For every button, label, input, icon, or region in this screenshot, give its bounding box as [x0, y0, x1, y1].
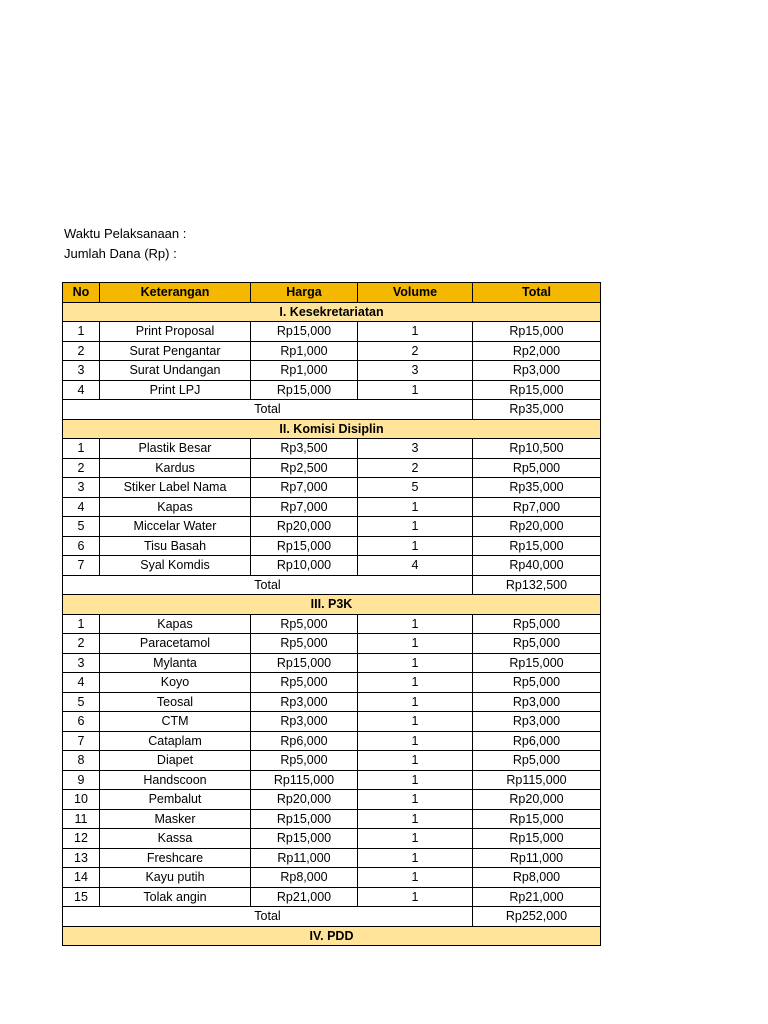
- cell-total: Rp15,000: [473, 380, 601, 400]
- cell-harga: Rp7,000: [251, 478, 358, 498]
- cell-harga: Rp1,000: [251, 361, 358, 381]
- section-total-value: Rp35,000: [473, 400, 601, 420]
- table-row: [63, 770, 601, 790]
- column-header-harga: Harga: [251, 283, 358, 303]
- cell-total: Rp15,000: [473, 653, 601, 673]
- cell-harga: Rp15,000: [251, 809, 358, 829]
- cell-volume: 2: [358, 341, 473, 361]
- cell-no: 7: [63, 731, 100, 751]
- cell-keterangan: Teosal: [100, 692, 251, 712]
- cell-total: Rp20,000: [473, 790, 601, 810]
- cell-keterangan: Kassa: [100, 829, 251, 849]
- cell-total: Rp8,000: [473, 868, 601, 888]
- cell-volume: 1: [358, 790, 473, 810]
- cell-harga: Rp2,500: [251, 458, 358, 478]
- table-row: [63, 868, 601, 888]
- cell-harga: Rp3,000: [251, 692, 358, 712]
- budget-table: [62, 282, 601, 946]
- cell-no: 6: [63, 712, 100, 732]
- cell-no: 7: [63, 556, 100, 576]
- table-row: [63, 634, 601, 654]
- cell-no: 15: [63, 887, 100, 907]
- cell-harga: Rp115,000: [251, 770, 358, 790]
- cell-no: 13: [63, 848, 100, 868]
- table-row: [63, 653, 601, 673]
- table-row: [63, 673, 601, 693]
- cell-volume: 1: [358, 692, 473, 712]
- cell-volume: 1: [358, 614, 473, 634]
- cell-no: 1: [63, 614, 100, 634]
- section-header-row: [63, 926, 601, 946]
- cell-keterangan: Plastik Besar: [100, 439, 251, 459]
- table-row: [63, 848, 601, 868]
- cell-no: 3: [63, 361, 100, 381]
- cell-harga: Rp10,000: [251, 556, 358, 576]
- cell-harga: Rp15,000: [251, 380, 358, 400]
- cell-volume: 1: [358, 712, 473, 732]
- cell-no: 2: [63, 458, 100, 478]
- cell-total: Rp5,000: [473, 751, 601, 771]
- table-row: [63, 614, 601, 634]
- section-total-label: Total: [63, 575, 473, 595]
- cell-keterangan: Syal Komdis: [100, 556, 251, 576]
- cell-keterangan: Tisu Basah: [100, 536, 251, 556]
- cell-total: Rp15,000: [473, 829, 601, 849]
- cell-keterangan: Mylanta: [100, 653, 251, 673]
- cell-volume: 1: [358, 673, 473, 693]
- cell-no: 11: [63, 809, 100, 829]
- cell-volume: 1: [358, 809, 473, 829]
- cell-volume: 1: [358, 770, 473, 790]
- table-row: [63, 556, 601, 576]
- cell-keterangan: Koyo: [100, 673, 251, 693]
- cell-total: Rp40,000: [473, 556, 601, 576]
- cell-keterangan: Stiker Label Nama: [100, 478, 251, 498]
- cell-total: Rp15,000: [473, 809, 601, 829]
- table-row: [63, 536, 601, 556]
- cell-harga: Rp15,000: [251, 536, 358, 556]
- cell-volume: 3: [358, 439, 473, 459]
- cell-keterangan: Print LPJ: [100, 380, 251, 400]
- jumlah-dana-label: Jumlah Dana (Rp) :: [64, 246, 177, 261]
- section-header-row: [63, 595, 601, 615]
- section-header-row: [63, 419, 601, 439]
- cell-volume: 4: [358, 556, 473, 576]
- cell-no: 4: [63, 497, 100, 517]
- cell-total: Rp3,000: [473, 692, 601, 712]
- cell-keterangan: Miccelar Water: [100, 517, 251, 537]
- cell-harga: Rp6,000: [251, 731, 358, 751]
- cell-volume: 3: [358, 361, 473, 381]
- cell-harga: Rp3,000: [251, 712, 358, 732]
- cell-volume: 1: [358, 322, 473, 342]
- cell-harga: Rp15,000: [251, 322, 358, 342]
- column-header-no: No: [63, 283, 100, 303]
- column-header-total: Total: [473, 283, 601, 303]
- table-row: [63, 439, 601, 459]
- cell-harga: Rp20,000: [251, 790, 358, 810]
- cell-total: Rp2,000: [473, 341, 601, 361]
- cell-harga: Rp21,000: [251, 887, 358, 907]
- cell-no: 3: [63, 478, 100, 498]
- cell-volume: 2: [358, 458, 473, 478]
- table-row: [63, 458, 601, 478]
- cell-no: 3: [63, 653, 100, 673]
- cell-no: 14: [63, 868, 100, 888]
- cell-no: 5: [63, 692, 100, 712]
- table-row: [63, 692, 601, 712]
- cell-keterangan: Kapas: [100, 614, 251, 634]
- cell-harga: Rp11,000: [251, 848, 358, 868]
- table-row: [63, 322, 601, 342]
- section-header-row: [63, 302, 601, 322]
- cell-total: Rp115,000: [473, 770, 601, 790]
- cell-no: 1: [63, 439, 100, 459]
- table-row: [63, 478, 601, 498]
- cell-total: Rp3,000: [473, 361, 601, 381]
- cell-no: 5: [63, 517, 100, 537]
- table-row: [63, 497, 601, 517]
- cell-total: Rp35,000: [473, 478, 601, 498]
- cell-no: 12: [63, 829, 100, 849]
- cell-volume: 5: [358, 478, 473, 498]
- cell-harga: Rp5,000: [251, 634, 358, 654]
- section-title: II. Komisi Disiplin: [63, 419, 601, 439]
- cell-no: 6: [63, 536, 100, 556]
- cell-keterangan: CTM: [100, 712, 251, 732]
- cell-volume: 1: [358, 634, 473, 654]
- cell-total: Rp7,000: [473, 497, 601, 517]
- cell-volume: 1: [358, 848, 473, 868]
- cell-harga: Rp7,000: [251, 497, 358, 517]
- cell-harga: Rp5,000: [251, 673, 358, 693]
- waktu-pelaksanaan-label: Waktu Pelaksanaan :: [64, 226, 187, 241]
- cell-keterangan: Pembalut: [100, 790, 251, 810]
- section-total-value: Rp252,000: [473, 907, 601, 927]
- cell-keterangan: Freshcare: [100, 848, 251, 868]
- cell-total: Rp21,000: [473, 887, 601, 907]
- cell-no: 9: [63, 770, 100, 790]
- cell-total: Rp15,000: [473, 322, 601, 342]
- cell-volume: 1: [358, 868, 473, 888]
- table-row: [63, 341, 601, 361]
- cell-no: 1: [63, 322, 100, 342]
- table-row: [63, 829, 601, 849]
- cell-volume: 1: [358, 517, 473, 537]
- table-row: [63, 517, 601, 537]
- cell-no: 4: [63, 673, 100, 693]
- cell-keterangan: Tolak angin: [100, 887, 251, 907]
- section-title: IV. PDD: [63, 926, 601, 946]
- section-total-row: [63, 907, 601, 927]
- section-total-row: [63, 575, 601, 595]
- table-row: [63, 380, 601, 400]
- cell-harga: Rp5,000: [251, 614, 358, 634]
- cell-total: Rp6,000: [473, 731, 601, 751]
- cell-keterangan: Kardus: [100, 458, 251, 478]
- cell-keterangan: Kayu putih: [100, 868, 251, 888]
- cell-harga: Rp1,000: [251, 341, 358, 361]
- cell-total: Rp15,000: [473, 536, 601, 556]
- cell-harga: Rp8,000: [251, 868, 358, 888]
- cell-volume: 1: [358, 536, 473, 556]
- cell-total: Rp5,000: [473, 458, 601, 478]
- cell-keterangan: Kapas: [100, 497, 251, 517]
- column-header-keterangan: Keterangan: [100, 283, 251, 303]
- cell-harga: Rp5,000: [251, 751, 358, 771]
- cell-volume: 1: [358, 829, 473, 849]
- section-title: III. P3K: [63, 595, 601, 615]
- cell-volume: 1: [358, 887, 473, 907]
- table-row: [63, 731, 601, 751]
- cell-volume: 1: [358, 653, 473, 673]
- cell-no: 2: [63, 341, 100, 361]
- cell-keterangan: Print Proposal: [100, 322, 251, 342]
- cell-total: Rp5,000: [473, 634, 601, 654]
- cell-keterangan: Cataplam: [100, 731, 251, 751]
- cell-keterangan: Paracetamol: [100, 634, 251, 654]
- cell-total: Rp20,000: [473, 517, 601, 537]
- cell-volume: 1: [358, 731, 473, 751]
- cell-keterangan: Surat Undangan: [100, 361, 251, 381]
- cell-keterangan: Diapet: [100, 751, 251, 771]
- section-total-label: Total: [63, 400, 473, 420]
- cell-no: 4: [63, 380, 100, 400]
- table-row: [63, 790, 601, 810]
- cell-no: 8: [63, 751, 100, 771]
- cell-harga: Rp15,000: [251, 829, 358, 849]
- table-row: [63, 887, 601, 907]
- table-row: [63, 361, 601, 381]
- cell-total: Rp5,000: [473, 673, 601, 693]
- cell-harga: Rp15,000: [251, 653, 358, 673]
- table-header-row: [63, 283, 601, 303]
- section-title: I. Kesekretariatan: [63, 302, 601, 322]
- cell-harga: Rp3,500: [251, 439, 358, 459]
- cell-total: Rp11,000: [473, 848, 601, 868]
- cell-keterangan: Handscoon: [100, 770, 251, 790]
- table-row: [63, 712, 601, 732]
- column-header-volume: Volume: [358, 283, 473, 303]
- cell-harga: Rp20,000: [251, 517, 358, 537]
- cell-volume: 1: [358, 497, 473, 517]
- section-total-row: [63, 400, 601, 420]
- cell-keterangan: Surat Pengantar: [100, 341, 251, 361]
- cell-total: Rp3,000: [473, 712, 601, 732]
- cell-no: 2: [63, 634, 100, 654]
- section-total-value: Rp132,500: [473, 575, 601, 595]
- cell-total: Rp10,500: [473, 439, 601, 459]
- budget-table-body: [63, 302, 601, 946]
- cell-volume: 1: [358, 751, 473, 771]
- cell-keterangan: Masker: [100, 809, 251, 829]
- section-total-label: Total: [63, 907, 473, 927]
- table-row: [63, 809, 601, 829]
- cell-total: Rp5,000: [473, 614, 601, 634]
- cell-volume: 1: [358, 380, 473, 400]
- cell-no: 10: [63, 790, 100, 810]
- table-row: [63, 751, 601, 771]
